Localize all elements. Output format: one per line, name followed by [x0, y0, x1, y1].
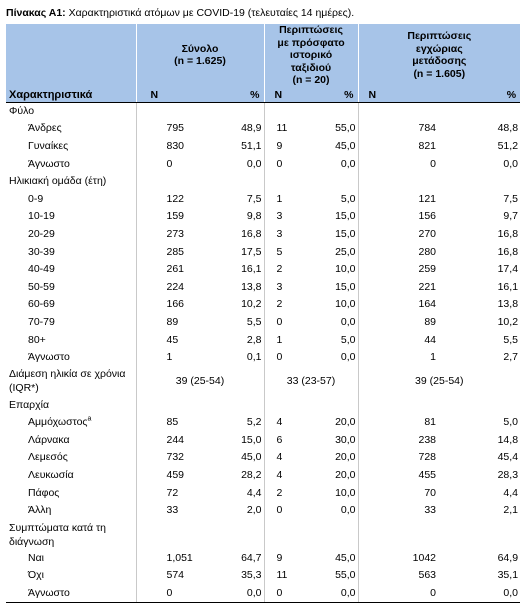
cell-pct: 45,0: [335, 139, 356, 152]
cell-n: 1: [264, 331, 306, 349]
cell-n: 4: [264, 449, 306, 467]
header-pct-local: %: [450, 87, 520, 103]
cell-pct: 64,7: [241, 551, 262, 564]
cell-pct: 0,1: [246, 351, 262, 364]
cell-n: 1042: [358, 550, 450, 568]
cell-n: 1,051: [136, 550, 206, 568]
cell-n: 44: [358, 331, 450, 349]
cell-n: 0: [264, 314, 306, 332]
cell-pct: 0,0: [450, 585, 520, 603]
cell-n: 11: [264, 120, 306, 138]
table-row: [6, 243, 520, 261]
cell-n: 280: [358, 243, 450, 261]
cell-pct: 17,4: [497, 263, 519, 276]
cell-n: 5: [264, 243, 306, 261]
cell-n: 6: [264, 432, 306, 450]
empty-cell: [136, 396, 206, 414]
cell-pct: 48,9: [241, 122, 262, 135]
cell-pct: 28,2: [241, 469, 262, 482]
cell-pct: 9,8: [246, 210, 262, 223]
empty-cell: [358, 173, 450, 191]
group-travel-line1: Περιπτώσεις: [279, 24, 343, 36]
header-pct-travel: %: [306, 87, 358, 103]
empty-cell: [264, 520, 306, 550]
cell-pct: 15,0: [335, 227, 356, 240]
cell-n: 1: [264, 190, 306, 208]
cell-pct: 7,5: [246, 192, 262, 205]
empty-cell: [450, 173, 520, 191]
cell-n: 244: [136, 432, 206, 450]
caption-label: Πίνακας Α1:: [6, 7, 66, 19]
cell-n: 9: [264, 550, 306, 568]
cell-pct: 10,2: [241, 298, 262, 311]
row-label: Λάρνακα: [28, 433, 70, 446]
cell-n: 732: [136, 449, 206, 467]
table-row: [6, 567, 520, 585]
cell-n: 0: [264, 502, 306, 520]
cell-pct: 15,0: [335, 210, 356, 223]
group-total-title: Σύνολο: [181, 42, 219, 55]
table-caption: [6, 6, 354, 20]
cell-pct: 7,5: [503, 192, 519, 205]
cell-pct: 5,0: [503, 416, 519, 429]
table-row: [6, 331, 520, 349]
cell-pct: 5,5: [246, 315, 262, 328]
cell-n: 3: [264, 208, 306, 226]
cell-n: 3: [264, 278, 306, 296]
row-label: 40-49: [28, 263, 55, 276]
cell-pct: 35,1: [497, 569, 519, 582]
cell-pct: 13,8: [241, 280, 262, 293]
cell-n: 455: [358, 467, 450, 485]
row-label: Γυναίκες: [28, 139, 69, 152]
empty-cell: [358, 396, 450, 414]
median-label: Διάμεση ηλικία σε χρόνια (IQR*): [9, 368, 126, 395]
cell-pct: 0,0: [206, 585, 264, 603]
cell-n: 121: [358, 190, 450, 208]
cell-pct: 13,8: [497, 298, 519, 311]
cell-n: 11: [264, 567, 306, 585]
cell-n: 1: [136, 349, 206, 367]
cell-n: 830: [136, 138, 206, 156]
table-row: [6, 585, 520, 603]
row-label: Άνδρες: [28, 122, 62, 135]
table-row: [6, 502, 520, 520]
empty-cell: [450, 520, 520, 550]
cell-pct: 0,0: [503, 157, 519, 170]
cell-pct: 0,0: [340, 157, 356, 170]
cell-n: 9: [264, 138, 306, 156]
header-group-travel: [264, 24, 358, 87]
cell-n: 563: [358, 567, 450, 585]
cell-pct: 9,7: [503, 210, 519, 223]
cell-pct: 2,7: [503, 351, 519, 364]
empty-cell: [206, 520, 264, 550]
cell-pct: 20,0: [335, 451, 356, 464]
cell-pct: 2,8: [246, 333, 262, 346]
cell-n: 0: [264, 349, 306, 367]
cell-pct: 4,4: [503, 486, 519, 499]
cell-n: 1: [358, 349, 450, 367]
cell-pct: 20,0: [335, 469, 356, 482]
header-blank: [6, 24, 136, 87]
cell-n: 72: [136, 484, 206, 502]
cell-n: 2: [264, 296, 306, 314]
row-label: 80+: [28, 333, 46, 346]
median-value: 39 (25-54): [136, 366, 264, 396]
cell-pct: 45,0: [335, 551, 356, 564]
cell-n: 728: [358, 449, 450, 467]
empty-cell: [206, 396, 264, 414]
row-label: 20-29: [28, 227, 55, 240]
row-label: 30-39: [28, 245, 55, 258]
cell-n: 70: [358, 484, 450, 502]
cell-pct: 5,2: [246, 416, 262, 429]
table-row: [6, 550, 520, 568]
cell-pct: 45,0: [241, 451, 262, 464]
section-label: Ηλικιακή ομάδα (έτη): [9, 175, 107, 188]
header-group-total: [136, 24, 264, 87]
cell-n: 784: [358, 120, 450, 138]
cell-n: 0: [358, 585, 450, 603]
empty-cell: [264, 102, 306, 120]
header-pct-total: %: [206, 87, 264, 103]
cell-n: 273: [136, 226, 206, 244]
cell-pct: 10,0: [335, 263, 356, 276]
cell-n: 821: [358, 138, 450, 156]
cell-n: 45: [136, 331, 206, 349]
cell-n: 0: [358, 155, 450, 173]
empty-cell: [306, 173, 358, 191]
median-value: 39 (25-54): [358, 366, 520, 396]
table-row: [6, 155, 520, 173]
cell-pct: 51,1: [241, 139, 262, 152]
cell-n: 159: [136, 208, 206, 226]
header-n-total: N: [136, 87, 206, 103]
section-row-district: [6, 396, 520, 414]
row-label: Λεμεσός: [28, 451, 68, 464]
cell-pct: 2,1: [503, 504, 519, 517]
header-row-columns: [6, 87, 520, 103]
cell-n: 89: [136, 314, 206, 332]
cell-pct: 45,4: [497, 451, 519, 464]
footnote-marker: a: [87, 415, 92, 423]
row-label: 10-19: [28, 210, 55, 223]
table-row: [6, 432, 520, 450]
cell-pct: 0,0: [306, 585, 358, 603]
cell-n: 0: [136, 155, 206, 173]
cell-n: 89: [358, 314, 450, 332]
cell-pct: 30,0: [335, 433, 356, 446]
cell-n: 0: [136, 585, 206, 603]
empty-cell: [306, 396, 358, 414]
cell-pct: 25,0: [335, 245, 356, 258]
cell-pct: 2,0: [246, 504, 262, 517]
group-travel-line3: ιστορικό: [289, 49, 333, 61]
table-row: [6, 484, 520, 502]
table-body: [6, 102, 520, 603]
cell-pct: 10,0: [335, 486, 356, 499]
table-row: [6, 467, 520, 485]
cell-n: 2: [264, 261, 306, 279]
row-label: Όχι: [28, 569, 44, 582]
cell-n: 0: [264, 155, 306, 173]
cell-pct: 20,0: [335, 416, 356, 429]
table-row: [6, 414, 520, 432]
table-row: [6, 190, 520, 208]
cell-n: 156: [358, 208, 450, 226]
cell-n: 259: [358, 261, 450, 279]
cell-n: 85: [136, 414, 206, 432]
group-local-line1: Περιπτώσεις: [407, 30, 472, 43]
cell-n: 164: [358, 296, 450, 314]
header-group-local: [358, 24, 520, 87]
cell-pct: 14,8: [497, 433, 519, 446]
empty-cell: [450, 396, 520, 414]
table-row: [6, 261, 520, 279]
cell-pct: 55,0: [335, 122, 356, 135]
cell-n: 122: [136, 190, 206, 208]
covid-characteristics-table: [6, 24, 520, 603]
cell-n: 166: [136, 296, 206, 314]
empty-cell: [450, 102, 520, 120]
group-local-line2: εγχώριας: [415, 42, 463, 55]
cell-n: 285: [136, 243, 206, 261]
cell-pct: 0,0: [340, 504, 356, 517]
cell-pct: 15,0: [241, 433, 262, 446]
cell-pct: 0,0: [340, 315, 356, 328]
group-travel-line4: ταξιδιού: [290, 61, 332, 74]
cell-n: 459: [136, 467, 206, 485]
empty-cell: [206, 173, 264, 191]
cell-pct: 5,5: [503, 333, 519, 346]
table-row: [6, 138, 520, 156]
cell-pct: 48,8: [497, 122, 519, 135]
table-row: [6, 120, 520, 138]
empty-cell: [306, 520, 358, 550]
row-label: Πάφος: [28, 486, 60, 499]
cell-pct: 64,9: [497, 551, 519, 564]
section-label: Συμπτώματα κατά τη διάγνωση: [9, 521, 106, 548]
table-row: [6, 226, 520, 244]
empty-cell: [136, 520, 206, 550]
group-local-line3: μετάδοσης: [412, 55, 467, 68]
cell-pct: 5,0: [340, 333, 356, 346]
section-label: Επαρχία: [9, 398, 50, 411]
median-age-row: [6, 366, 520, 396]
caption-text: Χαρακτηριστικά ατόμων με COVID-19 (τελευταίες 14 ημέρες).: [65, 7, 355, 19]
row-label: 60-69: [28, 298, 55, 311]
header-characteristics: Χαρακτηριστικά: [6, 87, 136, 103]
header-n-local: N: [358, 87, 450, 103]
cell-pct: 16,1: [497, 280, 519, 293]
group-travel-n: (n = 20): [292, 74, 330, 86]
cell-n: 574: [136, 567, 206, 585]
group-travel-line2: με πρόσφατο: [277, 36, 345, 49]
row-label: Άγνωστο: [28, 351, 70, 364]
section-row-sex: [6, 102, 520, 120]
row-label: 50-59: [28, 280, 55, 293]
row-label: Ναι: [28, 551, 44, 564]
header-n-travel: N: [264, 87, 306, 103]
table-row: [6, 278, 520, 296]
table-row: [6, 314, 520, 332]
table-row: [6, 208, 520, 226]
cell-pct: 5,0: [340, 192, 356, 205]
row-label: 70-79: [28, 315, 55, 328]
cell-n: 270: [358, 226, 450, 244]
cell-pct: 35,3: [241, 569, 262, 582]
cell-n: 261: [136, 261, 206, 279]
empty-cell: [206, 102, 264, 120]
row-label: Άγνωστο: [28, 157, 70, 170]
cell-n: 33: [358, 502, 450, 520]
cell-n: 33: [136, 502, 206, 520]
cell-pct: 55,0: [335, 569, 356, 582]
cell-n: 0: [264, 585, 306, 603]
cell-pct: 16,1: [241, 263, 262, 276]
row-label: Άλλη: [28, 504, 52, 517]
group-local-n: (n = 1.605): [413, 67, 466, 80]
median-value: 33 (23-57): [264, 366, 358, 396]
cell-n: 81: [358, 414, 450, 432]
cell-pct: 16,8: [241, 227, 262, 240]
cell-pct: 17,5: [241, 245, 262, 258]
cell-pct: 10,0: [335, 298, 356, 311]
empty-cell: [264, 173, 306, 191]
cell-n: 221: [358, 278, 450, 296]
row-label: Λευκωσία: [28, 469, 74, 482]
empty-cell: [306, 102, 358, 120]
cell-n: 4: [264, 467, 306, 485]
cell-n: 4: [264, 414, 306, 432]
cell-pct: 51,2: [497, 139, 519, 152]
cell-pct: 28,3: [497, 469, 519, 482]
row-label: 0-9: [28, 192, 44, 205]
row-label: Αμμόχωστος$^a$: [28, 415, 92, 429]
table-row: [6, 449, 520, 467]
empty-cell: [358, 520, 450, 550]
cell-pct: 0,0: [246, 157, 262, 170]
cell-n: 2: [264, 484, 306, 502]
cell-pct: 16,8: [497, 227, 519, 240]
cell-n: 238: [358, 432, 450, 450]
cell-pct: 16,8: [497, 245, 519, 258]
cell-n: 224: [136, 278, 206, 296]
header-row-groups: [6, 24, 520, 87]
cell-n: 3: [264, 226, 306, 244]
table-row: [6, 296, 520, 314]
cell-pct: 0,0: [340, 351, 356, 364]
empty-cell: [264, 396, 306, 414]
empty-cell: [136, 102, 206, 120]
row-label: Άγνωστο: [6, 585, 136, 603]
cell-pct: 4,4: [246, 486, 262, 499]
empty-cell: [358, 102, 450, 120]
section-label: Φύλο: [9, 104, 35, 117]
empty-cell: [136, 173, 206, 191]
table-row: [6, 349, 520, 367]
section-row-symptoms: [6, 520, 520, 550]
cell-pct: 15,0: [335, 280, 356, 293]
group-total-n: (n = 1.625): [174, 55, 226, 68]
cell-n: 795: [136, 120, 206, 138]
section-row-age: [6, 173, 520, 191]
cell-pct: 10,2: [497, 315, 519, 328]
